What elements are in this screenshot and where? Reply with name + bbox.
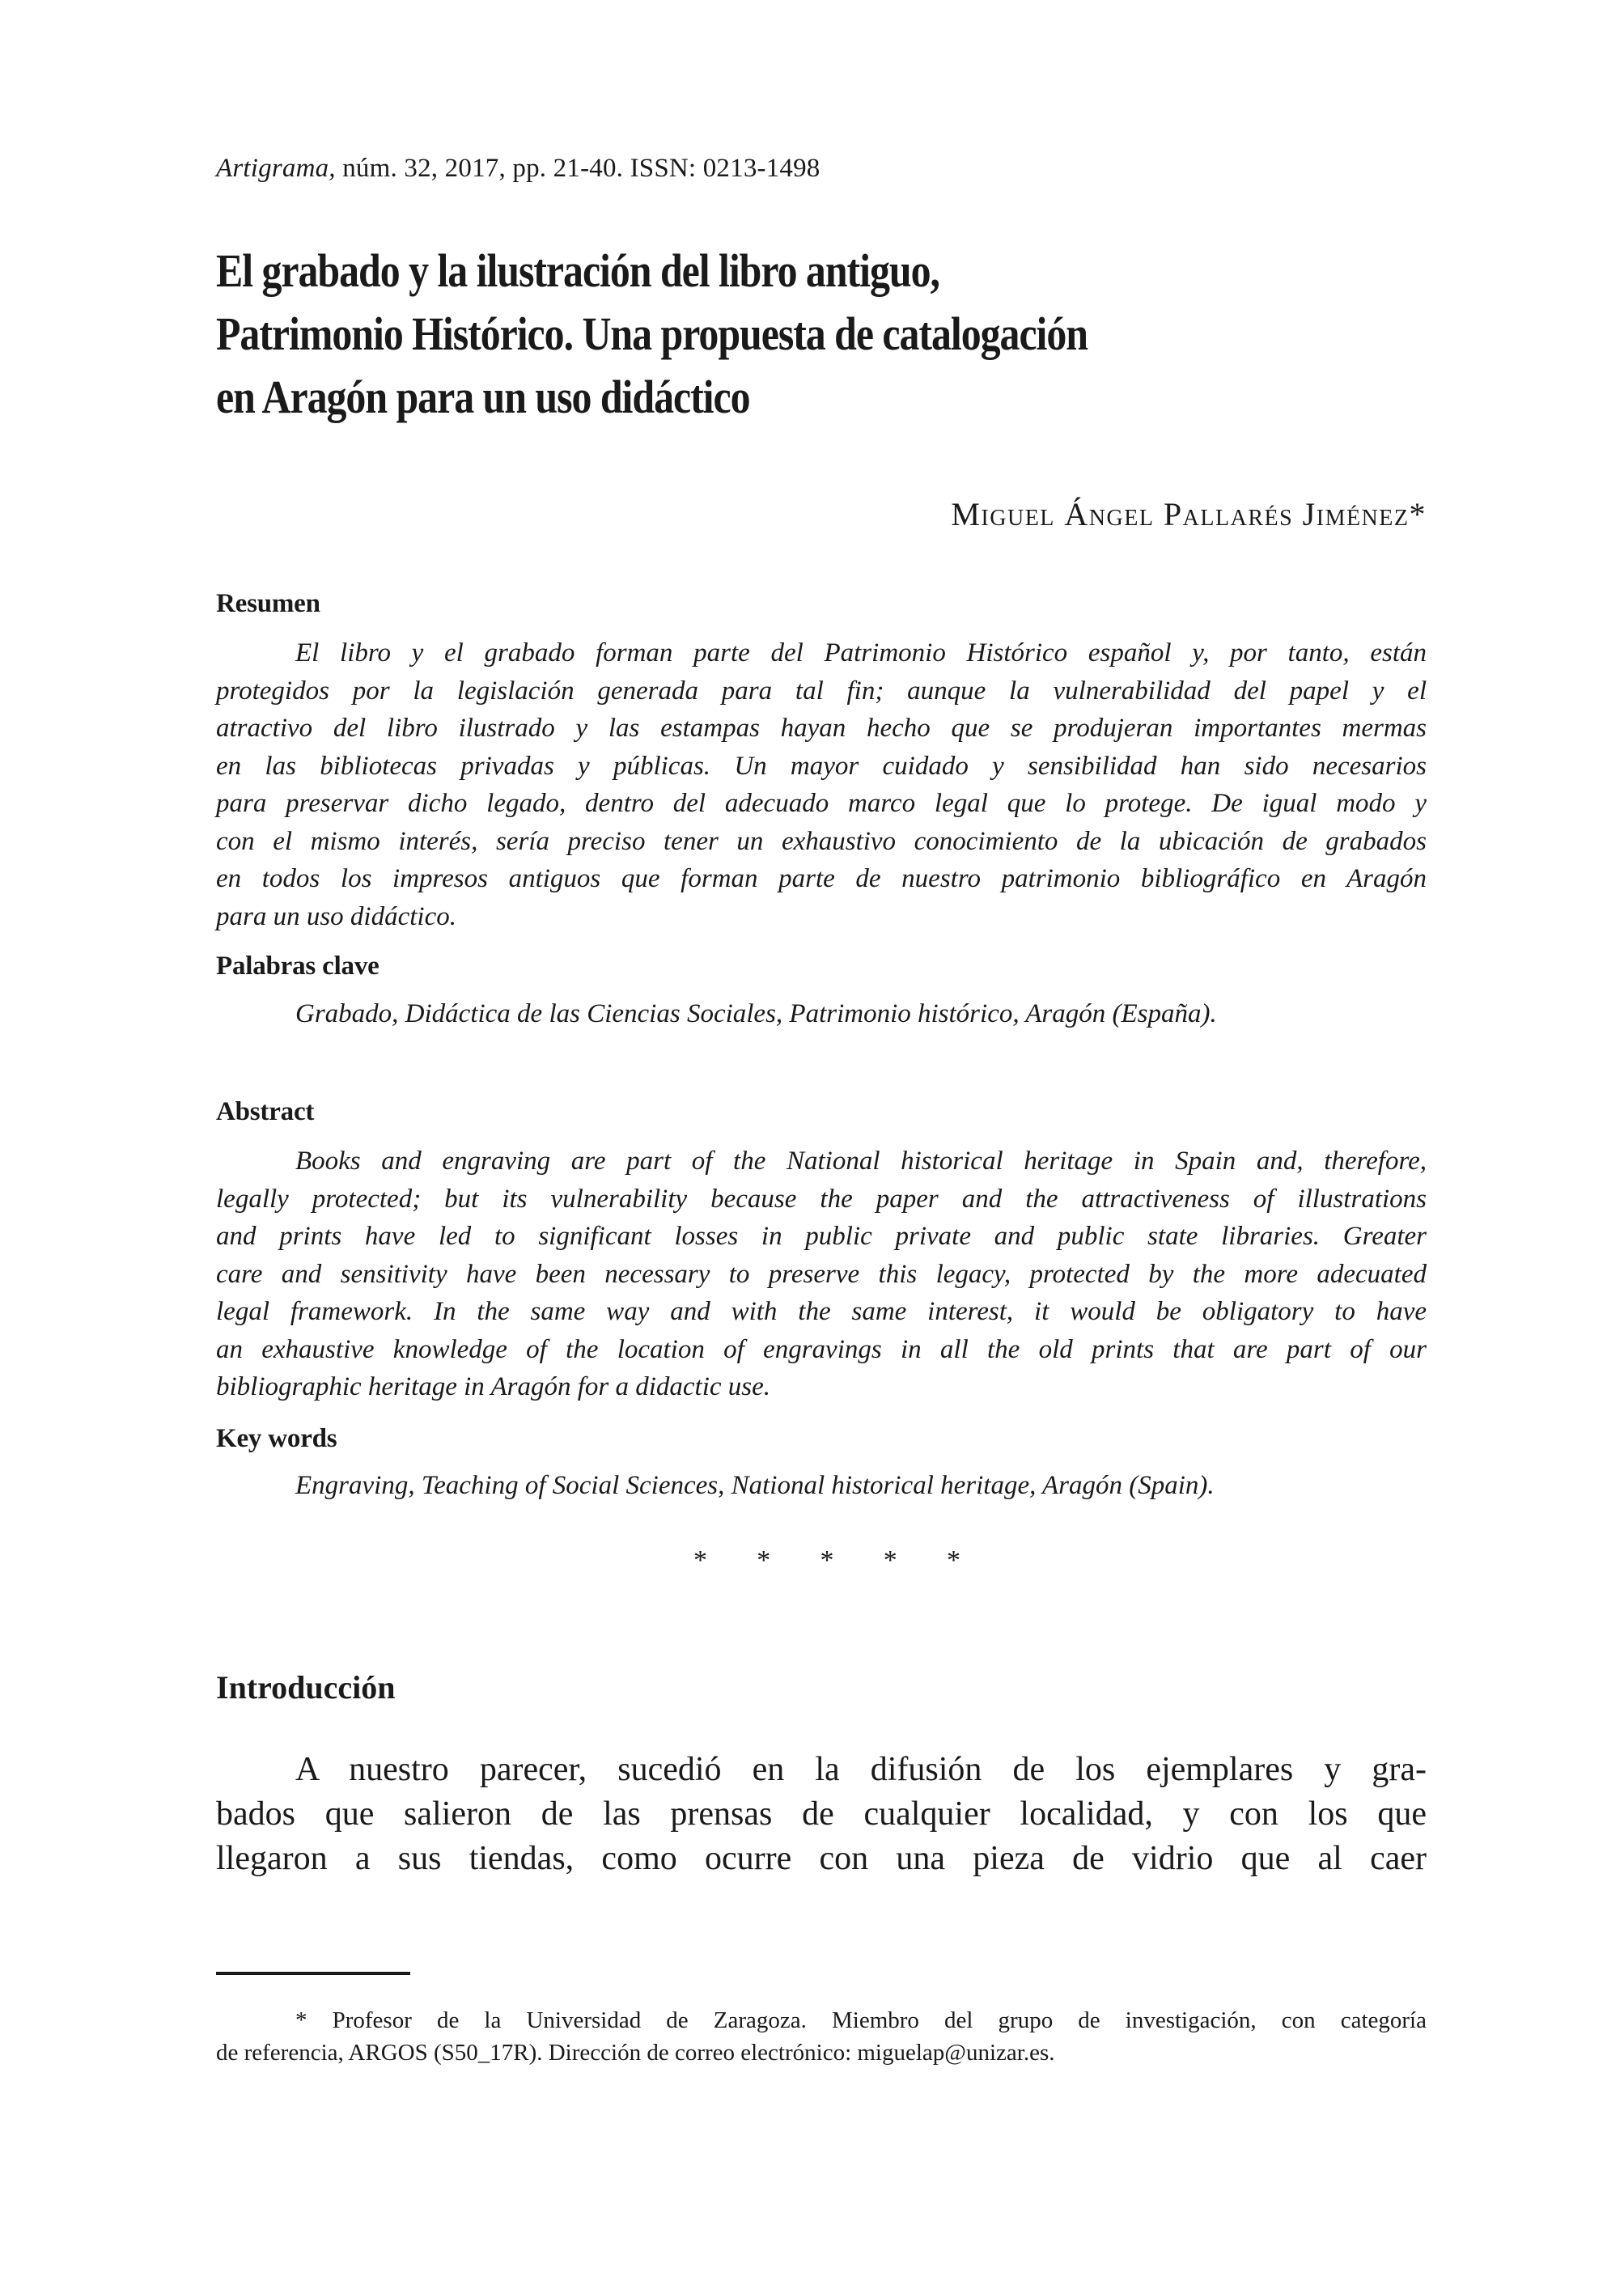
key-words-heading: Key words [216,1424,337,1453]
text-line: en las bibliotecas privadas y públicas. Un mayor cuidado y sensibilidad han sido necesarios [216,751,1427,781]
author-name: Miguel Ángel Pallarés Jiménez* [951,496,1427,532]
text-line: A nuestro parecer, sucedió en la difusión de los ejemplares y gra- [295,1751,1427,1788]
text-line: bados que salieron de las prensas de cualquier localidad, y con los que [216,1795,1427,1833]
separator-asterisk: * [947,1545,960,1575]
abstract-heading: Abstract [216,1097,315,1126]
text-line: protegidos por la legislación generada para tal fin; aunque la vulnerabilidad del papel y el [216,676,1427,706]
text-line: and prints have led to significant losses in public private and public state libraries. Greater [216,1222,1427,1251]
running-head [216,154,820,184]
text-line: con el mismo interés, sería preciso tener un exhaustivo conocimiento de la ubicación de grabados [216,826,1427,856]
palabras-clave-text: Grabado, Didáctica de las Ciencias Sociales, Patrimonio histórico, Aragón (España). [295,999,1217,1028]
introduccion-heading: Introducción [216,1669,396,1706]
text-line: para un uso didáctico. [216,901,456,931]
text-line: care and sensitivity have been necessary to preserve this legacy, protected by the more adecuated [216,1259,1427,1289]
text-line: atractivo del libro ilustrado y las estampas hayan hecho que se produjeran importantes mermas [216,714,1427,743]
text-line: legally protected; but its vulnerability because the paper and the attractiveness of illustrations [216,1184,1427,1214]
footnote-divider [216,1972,410,1975]
journal-name: Artigrama, [216,154,336,183]
text-line: legal framework. In the same way and with the same interest, it would be obligatory to have [216,1297,1427,1326]
resumen-text [216,634,1427,935]
text-line: llegaron a sus tiendas, como ocurre con una pieza de vidrio que al caer [216,1840,1427,1877]
introduccion-text [216,1748,1427,1881]
separator-asterisk: * [757,1545,771,1575]
section-separator [693,1545,960,1576]
separator-asterisk: * [820,1545,834,1575]
issue-details: núm. 32, 2017, pp. 21-40. ISSN: 0213-1498 [335,154,820,183]
text-line: an exhaustive knowledge of the location of engravings in all the old prints that are part of our [216,1334,1427,1364]
key-words-text: Engraving, Teaching of Social Sciences, National historical heritage, Aragón (Spain). [295,1471,1215,1500]
author-footnote [216,2004,1427,2069]
separator-asterisk: * [693,1545,707,1575]
text-line: para preservar dicho legado, dentro del adecuado marco legal que lo protege. De igual modo y [216,789,1427,818]
title-line: El grabado y la ilustración del libro antiguo, [216,244,939,297]
palabras-clave-heading: Palabras clave [216,952,379,981]
resumen-heading: Resumen [216,589,320,618]
text-line: bibliographic heritage in Aragón for a didactic use. [216,1372,771,1401]
abstract-text [216,1142,1427,1406]
text-line: El libro y el grabado forman parte del Patrimonio Histórico español y, por tanto, están [295,638,1427,668]
text-line: en todos los impresos antiguos que forman parte de nuestro patrimonio bibliográfico en Aragón [216,864,1427,893]
separator-asterisk: * [883,1545,897,1575]
text-line: Books and engraving are part of the National historical heritage in Spain and, therefore, [295,1146,1427,1176]
title-line: en Aragón para un uso didáctico [216,371,750,423]
footnote-line: * Profesor de la Universidad de Zaragoza. Miembro del grupo de investigación, con categoría [295,2007,1427,2033]
title-line: Patrimonio Histórico. Una propuesta de catalogación [216,307,1088,360]
article-title [216,239,1287,429]
footnote-line: de referencia, ARGOS (S50_17R). Dirección de correo electrónico: miguelap@unizar.es. [216,2040,1055,2066]
